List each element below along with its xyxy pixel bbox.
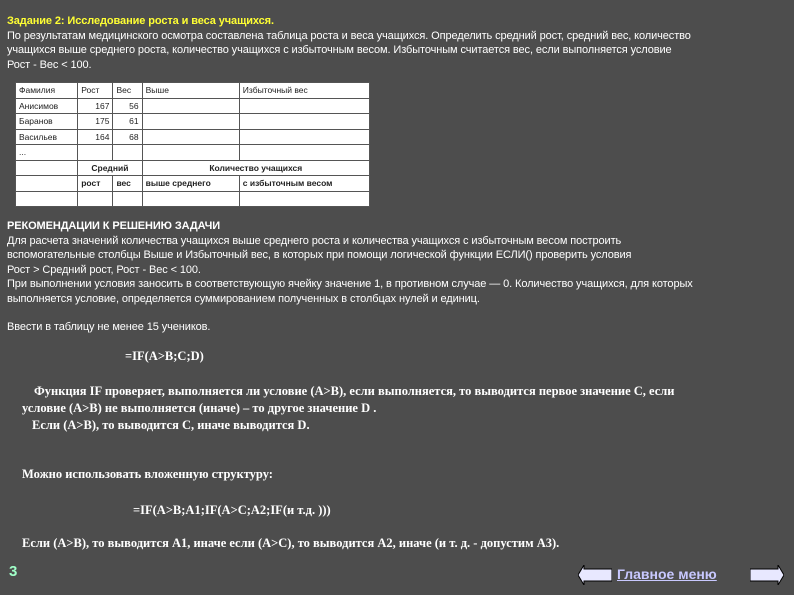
summary-row <box>16 160 370 176</box>
cell: 61 <box>113 114 142 130</box>
rec-line: вспомогательные столбцы Выше и Избыточный вес, в которых при помощи логической функции ЕСЛИ() проверить условия <box>7 249 632 261</box>
nested-explain: Если (A>B), то выводится A1, иначе если (A>C), то выводится A2, иначе (и т. д. - допустим A3). <box>22 536 560 550</box>
formula-2: =IF(A>B;A1;IF(A>C;A2;IF(и т.д. ))) <box>133 503 331 517</box>
cell <box>142 98 239 114</box>
cell <box>142 129 239 145</box>
cell: 175 <box>78 114 113 130</box>
summary-sub-row <box>16 176 370 192</box>
header-cell: Избыточный вес <box>239 83 369 99</box>
sub-cell: выше среднего <box>142 176 239 192</box>
task-line: По результатам медицинского осмотра составлена таблица роста и веса учащихся. Определить средний рост, средний вес, количество <box>7 29 691 42</box>
cell: 164 <box>78 129 113 145</box>
cell <box>239 98 369 114</box>
sub-cell: вес <box>113 176 142 192</box>
table-row <box>16 145 370 161</box>
formula-1: =IF(A>B;C;D) <box>125 349 204 363</box>
table-row <box>16 191 370 207</box>
avg-label: Средний <box>78 160 142 176</box>
sub-cell: с избыточным весом <box>239 176 369 192</box>
count-label: Количество учащихся <box>142 160 369 176</box>
cell: Баранов <box>16 114 78 130</box>
rec-line: Для расчета значений количества учащихся выше среднего роста и количества учащихся с избыточным весом построить <box>7 234 622 247</box>
forward-arrow-icon[interactable] <box>750 565 784 585</box>
recommendations <box>7 219 792 335</box>
explanation <box>22 383 792 434</box>
explain-line: условие (A>B) не выполняется (иначе) – то другое значение D . <box>22 401 377 415</box>
cell: Васильев <box>16 129 78 145</box>
header-cell: Фамилия <box>16 83 78 99</box>
header-cell: Рост <box>78 83 113 99</box>
rec-min: Ввести в таблицу не менее 15 учеников. <box>7 321 211 333</box>
cell <box>239 114 369 130</box>
sub-cell: рост <box>78 176 113 192</box>
task-line: учащихся выше среднего роста, количество учащихся с избыточным весом. Избыточным считается вес, если выполняется условие <box>7 44 672 56</box>
table-row <box>16 98 370 114</box>
cell: ... <box>16 145 78 161</box>
back-arrow-icon[interactable] <box>578 565 612 585</box>
table-row <box>16 129 370 145</box>
task-line: Рост - Вес < 100. <box>7 58 92 71</box>
nested-intro: Можно использовать вложенную структуру: <box>22 467 273 481</box>
cell: 68 <box>113 129 142 145</box>
table-row <box>16 114 370 130</box>
task-block <box>7 14 792 72</box>
explain-line: Функция IF проверяет, выполняется ли условие (A>B), если выполняется, то выводится первое значение C, если <box>34 384 675 398</box>
rec-line: При выполнении условия заносить в соответствующую ячейку значение 1, в противном случае — 0. Количество учащихся, для которых <box>7 278 693 290</box>
cell <box>142 114 239 130</box>
rec-line: Рост > Средний рост, Рост - Вес < 100. <box>7 263 201 276</box>
table-header-row <box>16 83 370 99</box>
explain-line: Если (A>B), то выводится C, иначе выводится D. <box>32 418 310 432</box>
cell: 167 <box>78 98 113 114</box>
cell: Анисимов <box>16 98 78 114</box>
header-cell: Выше <box>142 83 239 99</box>
cell: 56 <box>113 98 142 114</box>
sample-table <box>15 82 370 207</box>
page-number: 3 <box>9 563 18 580</box>
header-cell: Вес <box>113 83 142 99</box>
cell <box>239 129 369 145</box>
rec-title: РЕКОМЕНДАЦИИ К РЕШЕНИЮ ЗАДАЧИ <box>7 220 221 232</box>
task-title: Задание 2: Исследование роста и веса учащихся. <box>7 15 274 27</box>
main-menu-link[interactable]: Главное меню <box>617 566 717 582</box>
rec-line: выполняется условие, определяется суммированием полученных в столбцах нулей и единиц. <box>7 292 480 305</box>
